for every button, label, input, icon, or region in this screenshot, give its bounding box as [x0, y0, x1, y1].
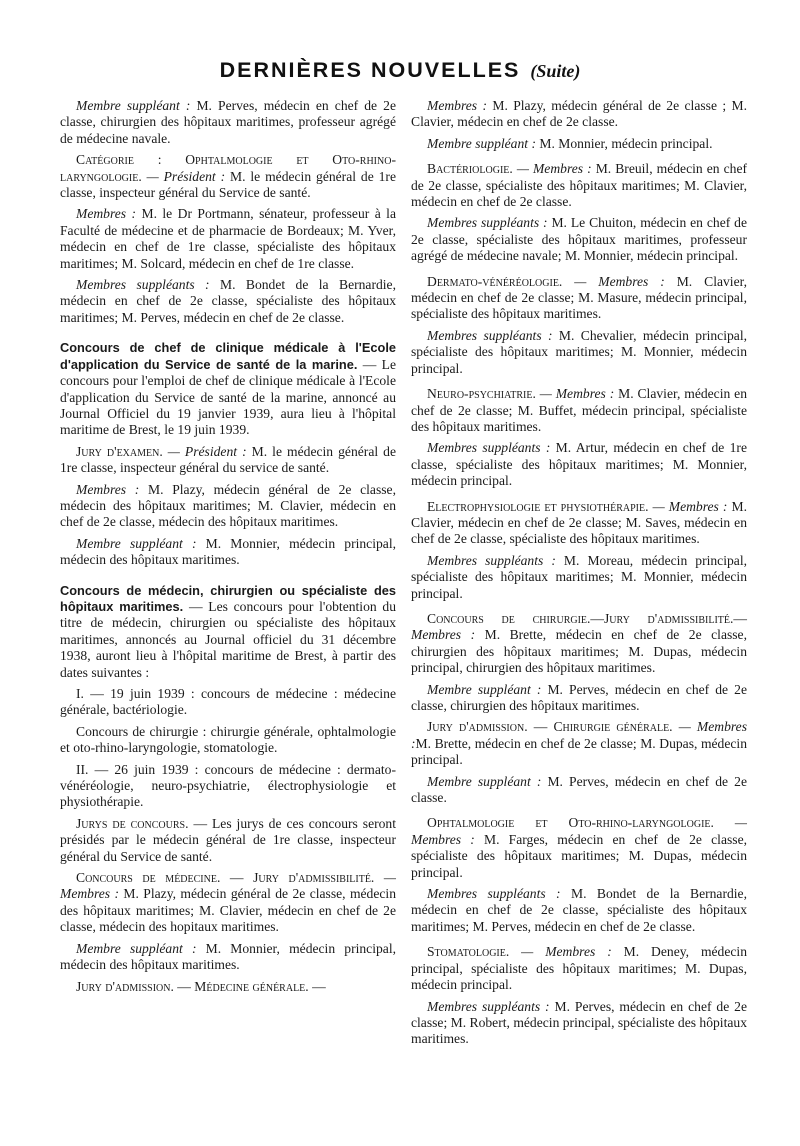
left-paragraph: I. — 19 juin 1939 : concours de médecine : médecine générale, bactériologie. [60, 686, 396, 718]
bold-heading: Concours de chef de clinique médicale à l'Ecole d'application du Service de santé de la marine. [60, 340, 396, 372]
right-paragraph [411, 161, 747, 210]
section-heading: Jury d'admission. — Chirurgie générale. [427, 719, 673, 735]
role-label: — Président : [141, 168, 226, 184]
left-paragraph: Concours de chirurgie : chirurgie générale, ophtalmologie et oto-rhino-laryngologie, stomatologie. [60, 723, 396, 756]
role-label: Membre suppléant : [76, 98, 191, 113]
right-column [411, 98, 747, 1053]
right-paragraph [411, 719, 747, 768]
left-paragraph [60, 444, 396, 477]
bold-heading: Concours de médecin, chirurgien ou spécialiste des hôpitaux maritimes. [60, 582, 396, 614]
right-paragraph [411, 944, 747, 993]
left-paragraph [60, 340, 396, 438]
paragraph-text: M. Brette, médecin en chef de 2e classe; M. Dupas, médecin principal. [411, 735, 747, 768]
right-paragraph [411, 815, 747, 881]
role-label: Membres suppléants : [427, 886, 561, 902]
right-paragraph [411, 215, 747, 264]
paragraph-text: M. Bondet de la Bernardie, médecin en chef de 2e classe, spécialiste des hôpitaux maritimes; M. Perves, médecin en chef de 2e classe. [411, 886, 747, 934]
paragraph-text: M. Bondet de la Bernardie, médecin en chef de 2e classe, spécialiste des hôpitaux maritimes; M. Perves, médecin en chef de 2e classe. [60, 277, 396, 325]
left-paragraph [60, 979, 396, 995]
right-paragraph [411, 999, 747, 1048]
section-heading: Electrophysiologie et physiothérapie. [427, 498, 649, 514]
section-heading: Ophtalmologie et Oto-rhino-laryngologie. [427, 815, 714, 831]
paragraph-text: M. Perves, médecin en chef de 2e classe. [411, 773, 748, 806]
role-label: Membres suppléants : [427, 998, 550, 1014]
left-paragraph [60, 870, 396, 936]
role-label: Membres suppléants : [427, 327, 553, 343]
role-label: Membre suppléant : [427, 135, 536, 151]
right-paragraph [411, 682, 747, 715]
section-heading: Concours de médecine. — Jury d'admissibilité. [76, 870, 375, 886]
paragraph-text: M. Moreau, médecin principal, spécialiste des hôpitaux maritimes; M. Monnier, médecin principal. [411, 552, 748, 601]
paragraph-text: M. Le Chuiton, médecin en chef de 2e classe, spécialiste des hôpitaux maritimes, professeur agrégé de médecine navale; M. Monnier, médecin principal. [411, 215, 747, 264]
left-paragraph [60, 152, 396, 201]
right-paragraph [411, 274, 747, 323]
role-label: — Membres : [411, 719, 747, 751]
left-paragraph [60, 98, 396, 147]
paragraph-text: M. Perves, médecin en chef de 2e classe, chirurgien des hôpitaux maritimes, professeur agrégé de médecine navale. [60, 98, 397, 146]
section-heading: Stomatologie. [427, 944, 510, 960]
paragraph-text: M. Monnier, médecin principal. [535, 135, 713, 151]
left-paragraph [60, 583, 396, 681]
section-heading: Jurys de concours. [76, 815, 189, 831]
title-text: DERNIÈRES NOUVELLES [219, 58, 521, 82]
role-label: — Membres : [648, 498, 728, 514]
paragraph-text: M. Clavier, médecin en chef de 2e classe; M. Masure, médecin principal, spécialiste des hôpitaux maritimes. [411, 273, 747, 322]
title-suite: (Suite) [530, 61, 581, 81]
role-label: — Membres : [411, 815, 747, 847]
paragraph-text: M. Plazy, médecin général de 2e classe, médecin des hôpitaux maritimes; M. Clavier, médecin en chef de 2e classe, médecin des hôpitaux maritimes. [60, 481, 396, 530]
paragraph-text: M. Perves, médecin en chef de 2e classe; M. Robert, médecin principal, spécialiste des hôpitaux maritimes. [411, 998, 747, 1047]
right-paragraph [411, 386, 747, 435]
paragraph-text: M. Breuil, médecin en chef de 2e classe, spécialiste des hôpitaux maritimes; M. Clavier, médecin en chef de 2e classe. [411, 161, 748, 210]
right-paragraph [411, 440, 747, 489]
section-heading: Bactériologie. [427, 161, 513, 177]
paragraph-text: M. Plazy, médecin général de 2e classe, médecin des hôpitaux maritimes; M. Clavier, médecin en chef de 2e classe, médecin des hopitaux maritimes. [60, 886, 396, 935]
section-heading: Catégorie : Ophtalmologie et Oto-rhino-laryngologie. [60, 152, 396, 184]
role-label: Membres : [427, 98, 487, 113]
paragraph-text: M. le médecin général de 1re classe, inspecteur général du Service de santé. [60, 168, 396, 201]
paragraph-text: M. le Dr Portmann, sénateur, professeur à la Faculté de médecine et de pharmacie de Bordeaux; M. Yver, médecin en chef de 1re classe, spécialiste des hôpitaux maritimes; M. Solcard, médecin en chef de 1re classe. [60, 206, 396, 271]
right-paragraph [411, 774, 747, 807]
paragraph-text: M. Artur, médecin en chef de 1re classe, spécialiste des hôpitaux maritimes; M. Monnier, médecin principal. [411, 440, 747, 489]
role-label: Membres suppléants : [427, 552, 556, 568]
left-column [60, 98, 396, 1000]
paragraph-text: M. Monnier, médecin principal, médecin des hôpitaux maritimes. [60, 535, 396, 568]
role-label: Membre suppléant : [427, 773, 542, 789]
page-title [0, 58, 800, 83]
left-paragraph [60, 816, 396, 865]
paragraph-text: M. Perves, médecin en chef de 2e classe, chirurgien des hôpitaux maritimes. [411, 681, 748, 713]
right-paragraph [411, 611, 747, 677]
role-label: — Membres : [512, 161, 592, 177]
role-label: — Membres : [562, 273, 665, 289]
role-label: Membres suppléants : [76, 277, 210, 293]
paragraph-text: M. Brette, médecin en chef de 2e classe, chirurgien des hôpitaux maritimes; M. Dupas, médecin principal, chirurgien des hôpitaux maritimes. [411, 627, 747, 676]
section-heading: Jury d'examen. [76, 443, 163, 459]
left-paragraph: II. — 26 juin 1939 : concours de médecine : dermato-vénéréologie, neuro-psychiatrie, électrophysiologie et physiothérapie. [60, 761, 396, 810]
right-paragraph [411, 328, 747, 377]
role-label: Membre suppléant : [76, 940, 197, 956]
paragraph-text: M. Deney, médecin principal, spécialiste des hôpitaux maritimes; M. Dupas, médecin principal. [411, 944, 747, 993]
section-heading: Jury d'admission. — Médecine générale. — [76, 978, 326, 994]
left-paragraph [60, 206, 396, 272]
section-heading: Neuro-psychiatrie. [427, 386, 536, 402]
paragraph-text: M. Farges, médecin en chef de 2e classe, spécialiste des hôpitaux maritimes; M. Dupas, médecin principal. [411, 831, 747, 880]
left-paragraph [60, 536, 396, 569]
paragraph-text: M. Chevalier, médecin principal, spécialiste des hôpitaux maritimes; M. Monnier, médecin principal. [411, 327, 747, 376]
paragraph-text: M. Clavier, médecin en chef de 2e classe; M. Buffet, médecin principal, spécialiste des hôpitaux maritimes. [411, 386, 748, 434]
left-paragraph [60, 482, 396, 531]
section-heading: Dermato-vénéréologie. [427, 273, 563, 289]
role-label: Membres suppléants : [427, 440, 551, 456]
paragraph-text: M. Clavier, médecin en chef de 2e classe; M. Saves, médecin en chef de 2e classe, spécialiste des hôpitaux maritimes. [411, 498, 747, 547]
role-label: Membre suppléant : [76, 535, 197, 551]
paragraph-text: M. Plazy, médecin général de 2e classe ; M. Clavier, médecin en chef de 2e classe. [411, 98, 747, 130]
left-paragraph [60, 941, 396, 974]
role-label: — Membres : [60, 870, 396, 902]
right-paragraph [411, 136, 747, 152]
section-heading: Concours de chirurgie.—Jury d'admissibilité.— [427, 610, 747, 626]
left-paragraph [60, 277, 396, 326]
right-paragraph [411, 553, 747, 602]
role-label: — Membres : [509, 944, 612, 960]
paragraph-text: M. Monnier, médecin principal, médecin des hôpitaux maritimes. [60, 940, 396, 973]
role-label: Membres : [76, 206, 137, 222]
role-label: Membres : [411, 627, 476, 643]
role-label: Membre suppléant : [427, 681, 542, 697]
right-paragraph [411, 499, 747, 548]
role-label: Membres suppléants : [427, 215, 548, 231]
role-label: — Membres : [535, 386, 615, 402]
paragraph-text: M. le médecin général de 1re classe, inspecteur général du service de santé. [60, 443, 396, 476]
paragraph-text: — Les concours pour l'obtention du titre de médecin, chirurgien ou spécialiste des hôpitaux maritimes, annoncés au Journal officiel du 31 décembre 1938, auront lieu à l'hôpital maritime de Brest, à partir des dates suivantes : [60, 598, 396, 680]
right-paragraph [411, 98, 747, 131]
right-paragraph [411, 886, 747, 935]
role-label: Membres : [76, 481, 140, 497]
paragraph-text: — Le concours pour l'emploi de chef de clinique médicale à l'Ecole d'application du Service de santé de la marine, annoncé au Journal Officiel du 19 janvier 1939, aura lieu à l'hôpital maritime de Brest, le 19 juin 1939. [60, 356, 396, 438]
paragraph-text: — Les jurys de ces concours seront présidés par le médecin général de 1re classe, inspecteur général du Service de santé. [60, 815, 396, 864]
role-label: — Président : [162, 443, 247, 459]
